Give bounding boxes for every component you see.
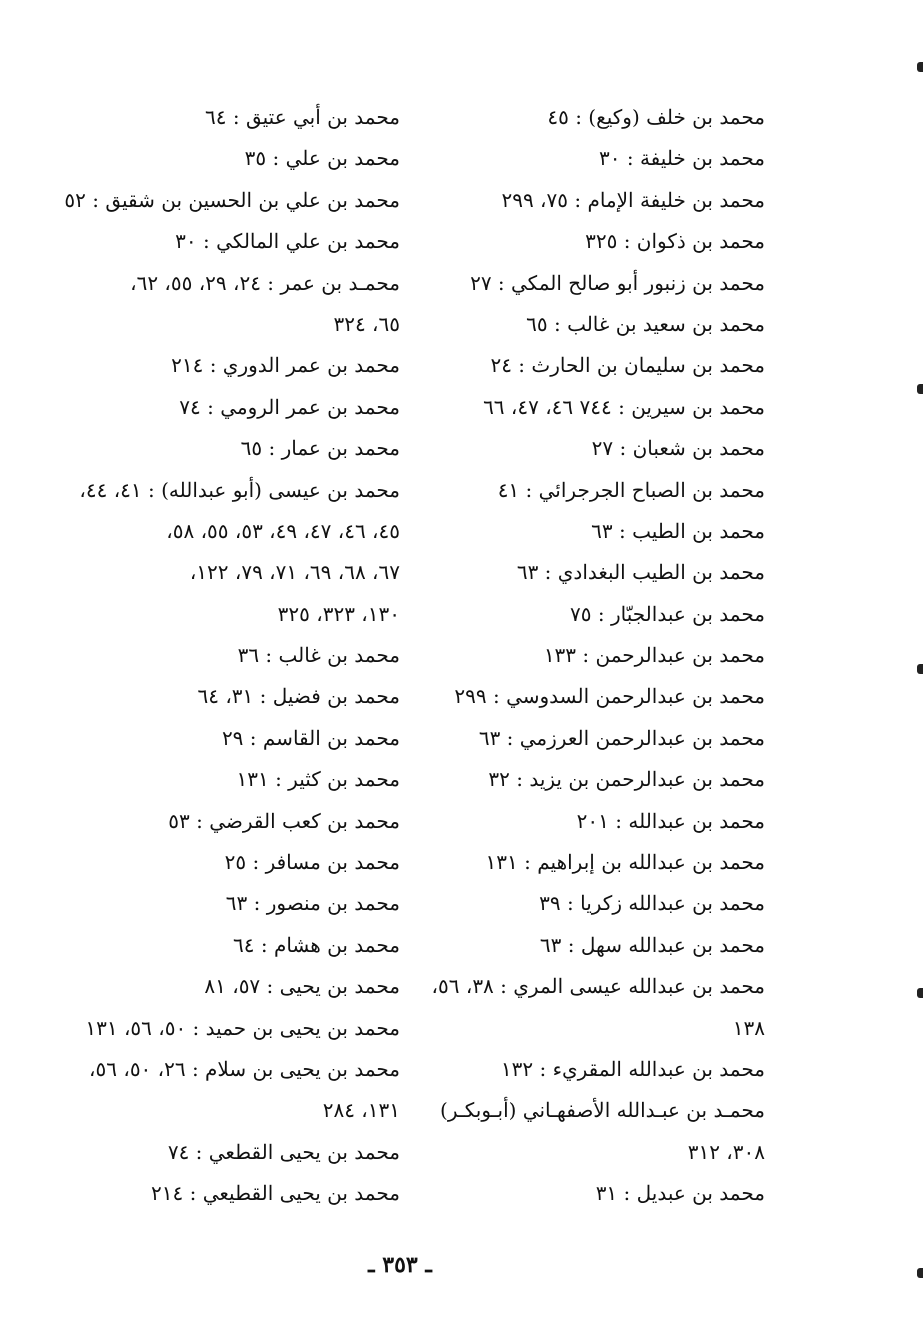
index-entry: محمد بن عمر الدوري : ٢١٤ [171, 353, 400, 378]
index-entry-continuation: ١٣١، ٢٨٤ [322, 1098, 400, 1123]
page-number: ـ ٣٥٣ ـ [368, 1252, 432, 1278]
index-entry: محمد بن كثير : ١٣١ [236, 767, 400, 792]
index-entry: محمد بن عبدالجبّار : ٧٥ [570, 601, 765, 626]
index-entry: محمد بن يحيى القطعي : ٧٤ [167, 1139, 400, 1164]
index-entry: محمد بن زنبور أبو صالح المكي : ٢٧ [470, 270, 765, 295]
index-entry: محمد بن القاسم : ٢٩ [221, 725, 400, 750]
index-entry: محمد بن عبدالله : ٢٠١ [576, 808, 765, 833]
index-entry: محمد بن هشام : ٦٤ [233, 932, 400, 957]
edge-mark [917, 384, 923, 394]
index-entry: محمد بن أبي عتيق : ٦٤ [205, 105, 400, 129]
index-entry: محمد بن علي المالكي : ٣٠ [175, 229, 400, 254]
index-entry-continuation: ١٣٨ [732, 1015, 765, 1040]
index-entry: محمد بن عبديل : ٣١ [595, 1181, 765, 1206]
index-entry: محمد بن يحيى بن حميد : ٥٠، ٥٦، ١٣١ [85, 1015, 400, 1040]
index-entry-continuation: ٦٧، ٦٨، ٦٩، ٧١، ٧٩، ١٢٢، [189, 560, 400, 585]
edge-mark [917, 62, 923, 72]
index-entry: محمد بن الطيب : ٦٣ [591, 518, 765, 543]
index-entry: محمد بن عبدالله المقريء : ١٣٢ [500, 1056, 765, 1081]
index-entry: محمد بن عبدالرحمن بن يزيد : ٣٢ [488, 767, 765, 792]
index-entry: محمد بن سليمان بن الحارث : ٢٤ [490, 353, 765, 378]
index-entry: محمد بن ذكوان : ٣٢٥ [585, 229, 765, 254]
index-entry: محمد بن عيسى (أبو عبدالله) : ٤١، ٤٤، [79, 477, 400, 502]
edge-mark [917, 1268, 923, 1278]
index-entry: محمد بن مسافر : ٢٥ [224, 850, 400, 875]
edge-mark [917, 664, 923, 674]
index-entry: محمد بن عمر الرومي : ٧٤ [179, 394, 400, 419]
index-entry: محمد بن عمار : ٦٥ [240, 436, 400, 461]
index-entry: محمد بن الصباح الجرجرائي : ٤١ [497, 477, 765, 502]
index-entry: محمد بن عبدالله سهل : ٦٣ [539, 932, 765, 957]
index-entry: محمد بن غالب : ٣٦ [237, 643, 400, 668]
index-entry: محمد بن يحيى بن سلام : ٢٦، ٥٠، ٥٦، [89, 1056, 400, 1081]
index-entry: محمد بن خليفة الإمام : ٧٥، ٢٩٩ [501, 187, 765, 212]
index-entry: محمد بن سيرين : ٧٤٤ ٤٦، ٤٧، ٦٦ [483, 394, 765, 419]
index-entry: محمد بن عبدالرحمن السدوسي : ٢٩٩ [454, 684, 765, 709]
index-entry: محمد بن خليفة : ٣٠ [599, 146, 765, 171]
index-column-left [40, 97, 400, 1215]
index-entry: محمد بن علي بن الحسين بن شقيق : ٥٢ [64, 187, 400, 212]
index-entry-continuation: ٤٥، ٤٦، ٤٧، ٤٩، ٥٣، ٥٥، ٥٨، [166, 518, 400, 543]
index-entry: محمد بن عبدالرحمن العرزمي : ٦٣ [478, 725, 765, 750]
index-entry: محمد بن خلف (وكيع) : ٤٥ [547, 105, 765, 129]
index-entry: محمد بن عبدالله بن إبراهيم : ١٣١ [485, 850, 765, 875]
index-entry: محمـد بن عمر : ٢٤، ٢٩، ٥٥، ٦٢، [130, 270, 400, 295]
index-entry: محمد بن منصور : ٦٣ [225, 891, 400, 916]
index-entry-continuation: ٣٠٨، ٣١٢ [687, 1139, 765, 1164]
index-entry: محمد بن علي : ٣٥ [244, 146, 400, 171]
index-entry: محمد بن فضيل : ٣١، ٦٤ [197, 684, 400, 709]
index-entry: محمـد بن عبـدالله الأصفهـاني (أبـوبكـر) [440, 1098, 765, 1123]
index-entry: محمد بن عبدالله عيسى المري : ٣٨، ٥٦، [431, 974, 765, 999]
index-column-right [420, 97, 765, 1215]
index-entry: محمد بن سعيد بن غالب : ٦٥ [526, 311, 765, 336]
edge-mark [917, 988, 923, 998]
index-entry: محمد بن الطيب البغدادي : ٦٣ [516, 560, 765, 585]
index-entry-continuation: ٦٥، ٣٢٤ [333, 311, 400, 336]
index-entry: محمد بن يحيى : ٥٧، ٨١ [204, 974, 400, 999]
index-entry: محمد بن شعبان : ٢٧ [591, 436, 765, 461]
index-entry: محمد بن عبدالرحمن : ١٣٣ [543, 643, 765, 668]
index-entry-continuation: ١٣٠، ٣٢٣، ٣٢٥ [277, 601, 400, 626]
index-entry: محمد بن عبدالله زكريا : ٣٩ [539, 891, 765, 916]
index-entry: محمد بن كعب القرضي : ٥٣ [168, 808, 400, 833]
index-entry: محمد بن يحيى القطيعي : ٢١٤ [151, 1181, 400, 1206]
